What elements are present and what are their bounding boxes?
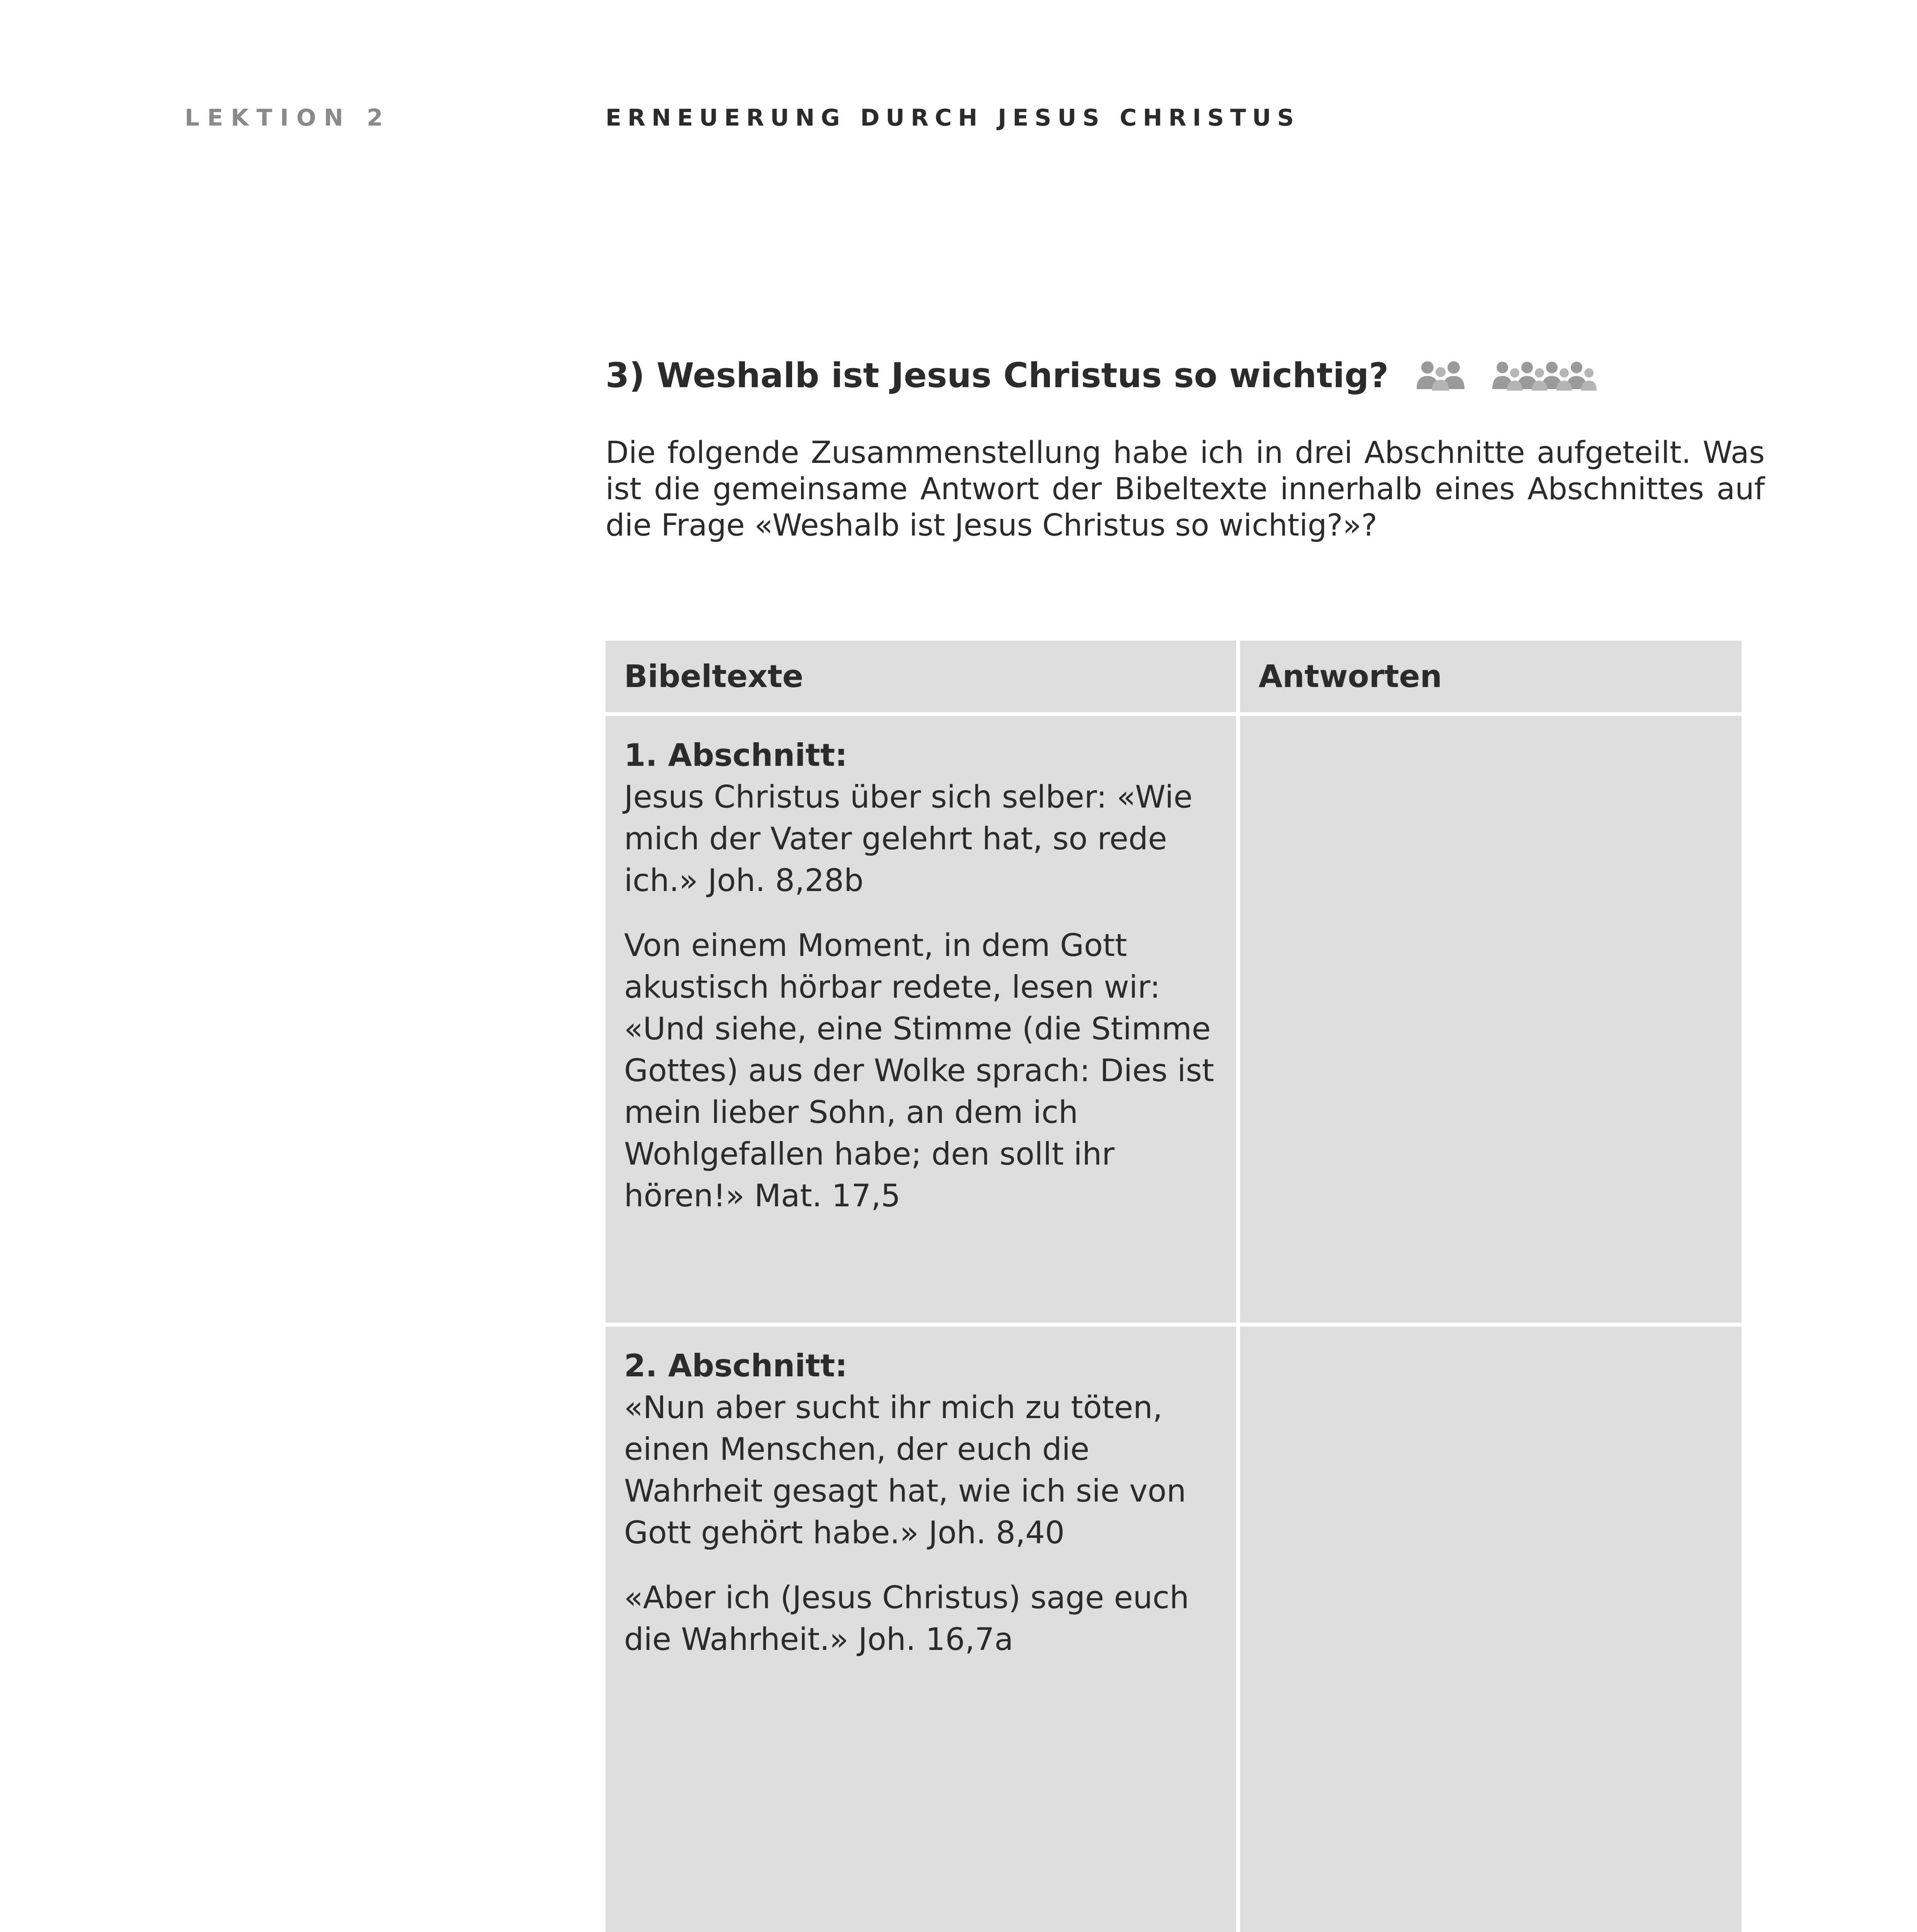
question-intro: Die folgende Zusammenstellung habe ich in drei Abschnitte aufgeteilt. Was ist die gemeinsame Antwort der Bibeltexte innerhalb eines Abschnittes auf die Frage «Weshalb ist Jesus Christus so wichtig?»? bbox=[606, 435, 1765, 543]
bible-quote: «Nun aber sucht ihr mich zu töten, einen Menschen, der euch die Wahrheit gesagt hat, wie ich sie von Gott gehört habe.» Joh. 8,40 bbox=[624, 1389, 1186, 1551]
bible-text-table bbox=[606, 641, 1742, 1932]
bible-quote: «Aber ich (Jesus Christus) sage euch die Wahrheit.» Joh. 16,7a bbox=[624, 1580, 1189, 1657]
bible-quote: Jesus Christus über sich selber: «Wie mich der Vater gelehrt hat, so rede ich.» Joh. 8,28b bbox=[624, 779, 1193, 898]
table-row bbox=[606, 716, 1742, 1323]
table-row bbox=[606, 1327, 1742, 1932]
column-header-antworten: Antworten bbox=[1240, 641, 1742, 712]
bible-text-cell bbox=[606, 716, 1236, 1323]
group-icons bbox=[1408, 358, 1601, 393]
large-group-icon bbox=[1489, 358, 1601, 393]
answer-field[interactable] bbox=[1240, 1327, 1742, 1932]
section-title: 2. Abschnitt: bbox=[624, 1348, 847, 1384]
column-header-bibeltexte: Bibeltexte bbox=[606, 641, 1236, 712]
bible-text-cell bbox=[606, 1327, 1236, 1932]
question-heading-text: 3) Weshalb ist Jesus Christus so wichtig? bbox=[606, 355, 1389, 395]
bible-quote: Von einem Moment, in dem Gott akustisch hörbar redete, lesen wir: «Und siehe, eine Stimme (die Stimme Gottes) aus der Wolke sprach: Dies ist mein lieber Sohn, an dem ich Wohlgefallen habe; den sollt ihr hören!» Mat. 17,5 bbox=[624, 927, 1214, 1214]
answer-field[interactable] bbox=[1240, 716, 1742, 1323]
lesson-label: LEKTION 2 bbox=[185, 104, 391, 131]
question-heading bbox=[606, 355, 1601, 395]
pair-group-icon bbox=[1408, 358, 1474, 393]
table-header-row bbox=[606, 641, 1742, 712]
lesson-title: ERNEUERUNG DURCH JESUS CHRISTUS bbox=[606, 104, 1300, 131]
section-title: 1. Abschnitt: bbox=[624, 737, 847, 773]
